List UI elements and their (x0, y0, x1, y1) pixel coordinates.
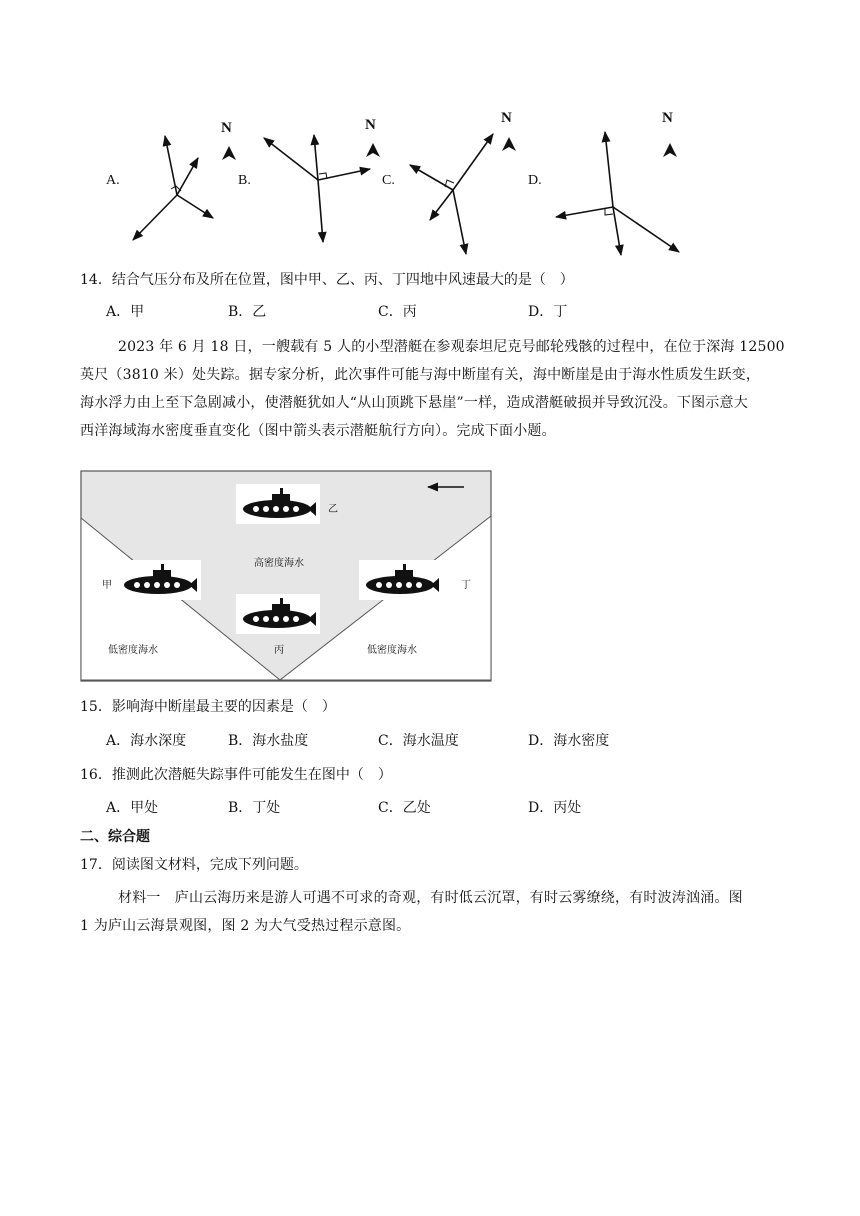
label-low-density-right: 低密度海水 (367, 645, 417, 656)
q14-option-a: A．甲 (106, 304, 145, 320)
material-paragraph (80, 333, 785, 445)
q16-option-a: A．甲处 (106, 800, 159, 816)
label-ding: 丁 (461, 580, 471, 591)
q17-material-line: 1 为庐山云海景观图，图 2 为大气受热过程示意图。 (80, 918, 411, 934)
q17-stem: 17．阅读图文材料，完成下列问题。 (80, 857, 308, 873)
option-d-letter: D. (528, 173, 542, 188)
q16-option-c: C．乙处 (378, 800, 431, 816)
submarine-yi-icon (236, 484, 320, 524)
submarine-bing-icon (236, 594, 320, 634)
option-c-letter: C. (382, 173, 395, 188)
q15-option-d: D．海水密度 (528, 733, 610, 749)
label-yi: 乙 (328, 504, 338, 515)
material-line: 海水浮力由上至下急剧减小，使潜艇犹如人“从山顶跳下悬崖”一样，造成潜艇破损并导致沉没。下图示意大 (80, 395, 748, 411)
label-low-density-left: 低密度海水 (108, 645, 158, 656)
q16-stem: 16．推测此次潜艇失踪事件可能发生在图中（ ） (80, 767, 392, 783)
q15-option-c: C．海水温度 (378, 733, 459, 749)
q14-stem: 14．结合气压分布及所在位置，图中甲、乙、丙、丁四地中风速最大的是（ ） (80, 272, 574, 288)
q15-stem: 15．影响海中断崖最主要的因素是（ ） (80, 699, 336, 715)
q14-option-b: B．乙 (228, 304, 267, 320)
q15-option-b: B．海水盐度 (228, 733, 309, 749)
wind-vector-diagrams (0, 110, 860, 260)
north-arrow-icon (366, 143, 380, 157)
material-line: 英尺（3810 米）处失踪。据专家分析，此次事件可能与海中断崖有关，海中断崖是由于海水性质发生跃变， (80, 367, 761, 383)
material-line: 2023 年 6 月 18 日，一艘载有 5 人的小型潜艇在参观泰坦尼克号邮轮残骸的过程中，在位于深海 12500 (118, 339, 785, 355)
density-figure (80, 470, 492, 682)
q17-material (80, 884, 785, 940)
option-d-north-label: N (662, 110, 673, 126)
option-b-letter: B. (238, 173, 251, 188)
q15-option-a: A．海水深度 (106, 733, 187, 749)
section-title: 二、综合题 (80, 829, 150, 845)
submarine-jia-icon (117, 560, 201, 600)
q16-option-b: B．丁处 (228, 800, 281, 816)
q17-material-line: 材料一 庐山云海历来是游人可遇不可求的奇观，有时低云沉罩，有时云雾缭绕，有时波涛汹涌。图 (118, 890, 743, 906)
option-a-north-label: N (221, 120, 232, 136)
option-c-diagram (410, 134, 516, 254)
q16-option-d: D．丙处 (528, 800, 582, 816)
option-b-north-label: N (365, 117, 376, 133)
label-high-density: 高密度海水 (254, 558, 304, 569)
option-b-diagram (264, 135, 380, 242)
label-bing: 丙 (274, 645, 284, 656)
option-a-diagram (133, 136, 236, 240)
label-jia: 甲 (102, 580, 112, 591)
option-d-diagram (556, 132, 679, 255)
north-arrow-icon (502, 137, 516, 151)
q14-option-d: D．丁 (528, 304, 568, 320)
option-a-letter: A. (106, 173, 120, 188)
q13-options (0, 110, 860, 260)
q14-option-c: C．丙 (378, 304, 417, 320)
submarine-ding-icon (359, 560, 443, 600)
option-c-north-label: N (501, 110, 512, 126)
north-arrow-icon (663, 143, 677, 157)
material-line: 西洋海域海水密度垂直变化（图中箭头表示潜艇航行方向）。完成下面小题。 (80, 423, 556, 439)
north-arrow-icon (222, 146, 236, 160)
